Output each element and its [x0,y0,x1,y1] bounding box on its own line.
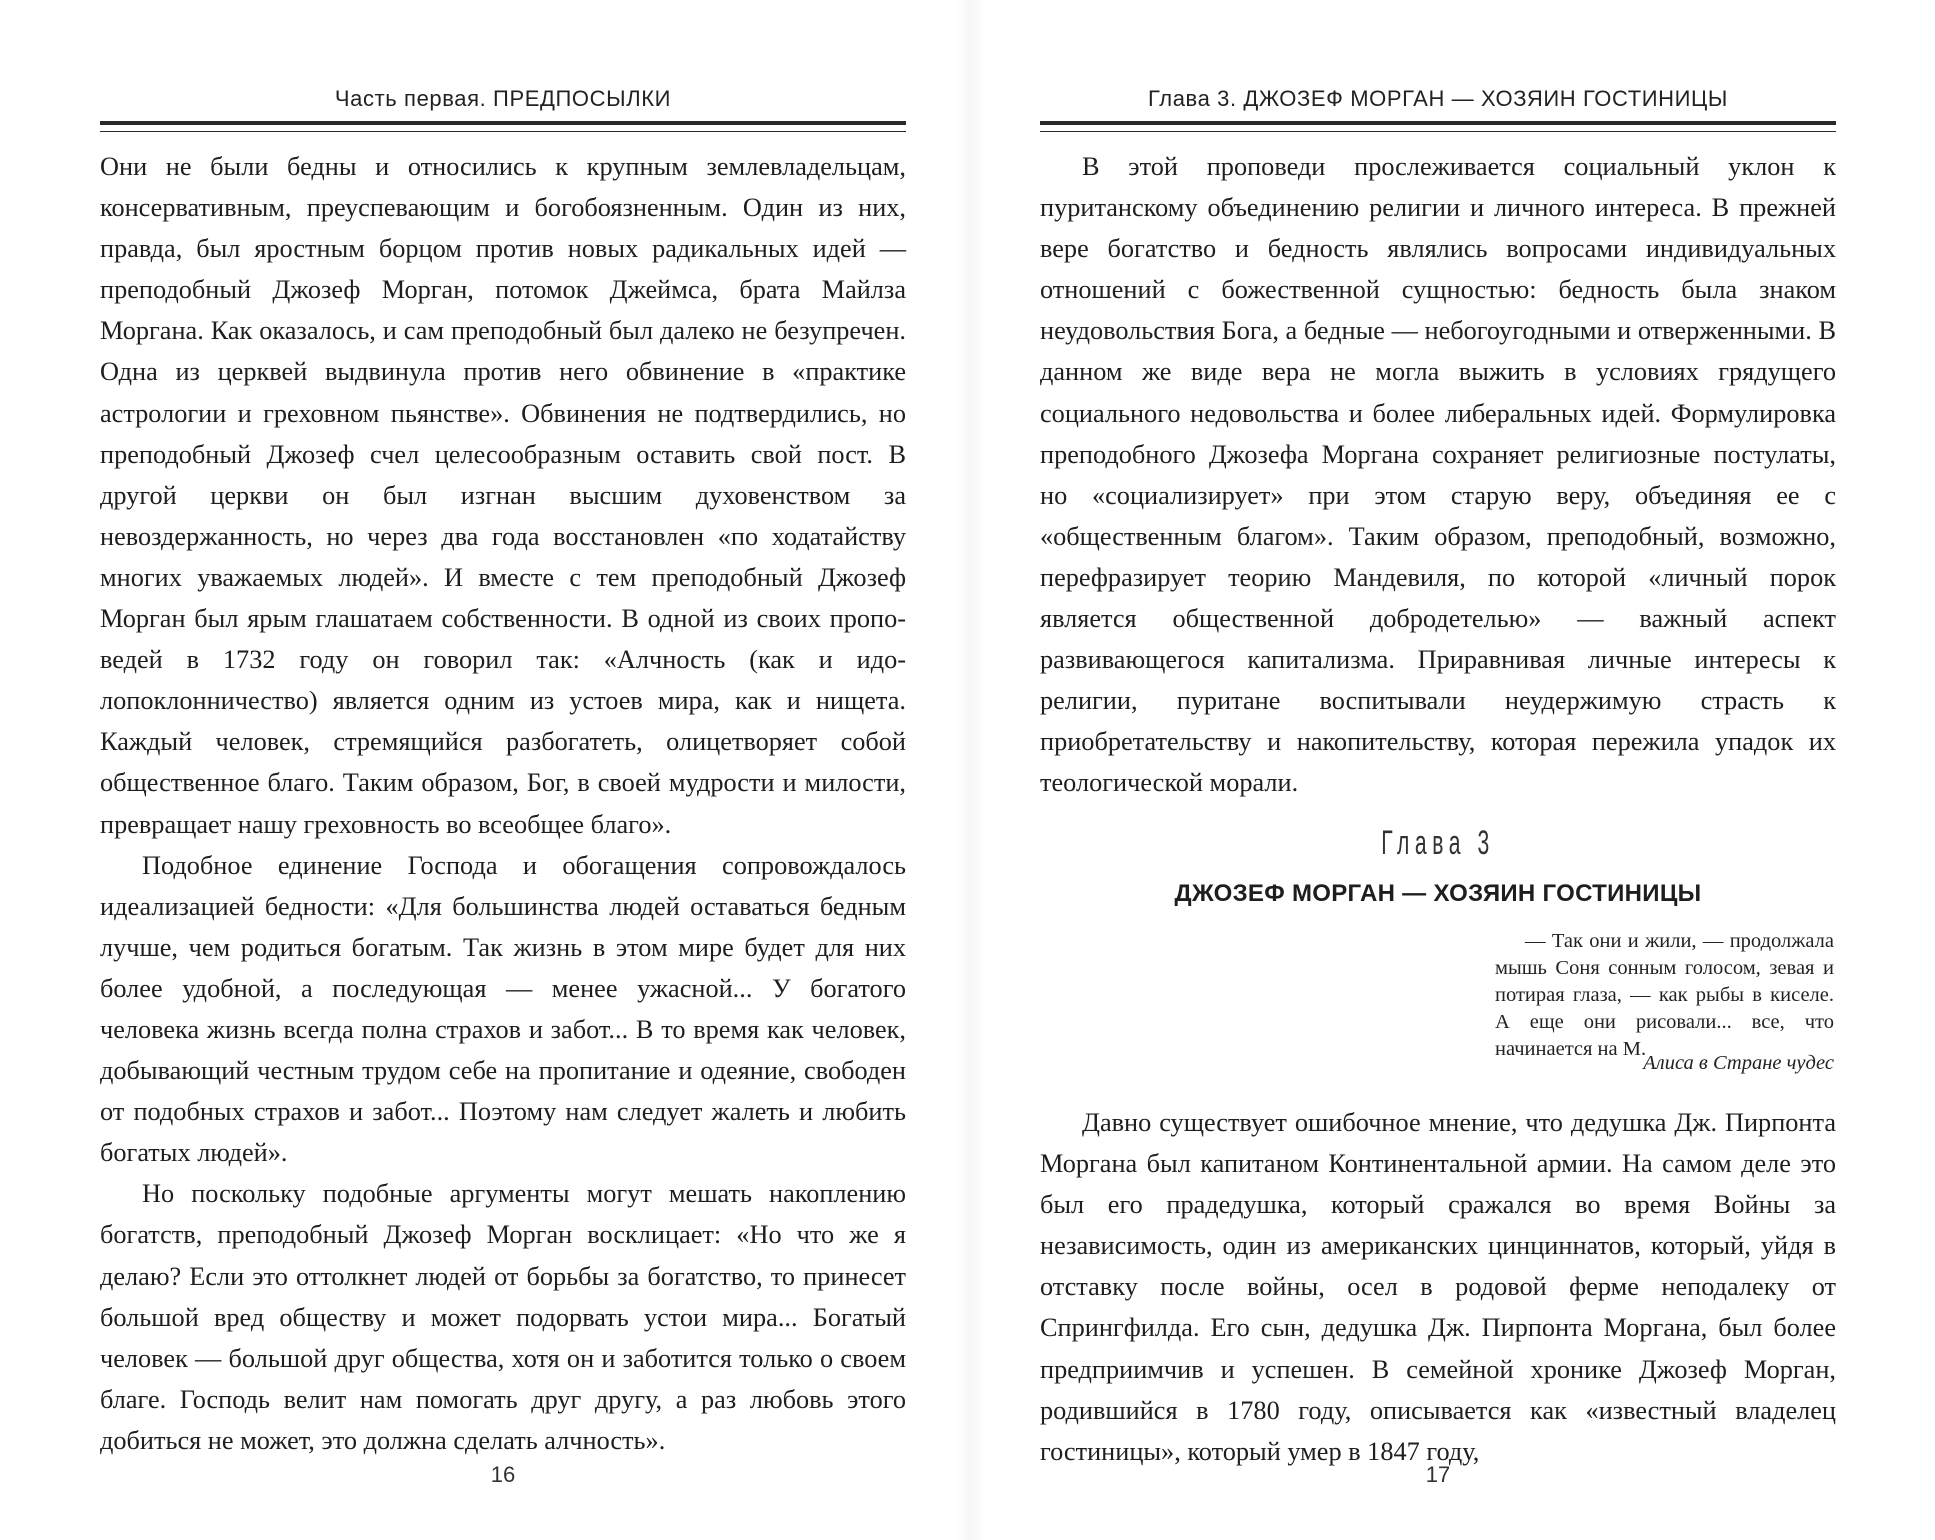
paragraph: В этой проповеди прослеживается социальный уклон к пуританскому объединению религии и личного интереса. В прежней вере богатство и бедность являлись вопросами индивидуальных отношений с божественной сущностью: бедность была знаком неудовольствия Бога, а бедные — небогоугодными и отверженными. В данном же виде вера не могла выжить в условиях грядущего социального недовольства и более либеральных идей. Формулировка преподобного Джозефа Моргана сохраняет религиозные постулаты, но «социализирует» при этом старую веру, объединяя ее с «общественным благом». Таким образом, преподобный, возможно, перефразирует теорию Мандевиля, по которой «личный порок является общественной добродетелью» — важный аспект развивающегося капитализма. Приравнивая личные интересы к религии, пуритане воспитывали неудержимую страсть к приобретательству и накопительству, которая пережила упадок их теологической морали. [1040,152,1836,798]
chapter-title: ДЖОЗЕФ МОРГАН — ХОЗЯИН ГОСТИНИЦЫ [1174,880,1702,907]
body-text [1040,146,1836,804]
header-rule [1040,121,1836,132]
left-page [100,0,906,1540]
paragraph: Давно существует ошибочное мнение, что дедушка Дж. Пирпонта Моргана был капитаном Континентальной армии. На самом деле это был его прадедушка, который сражался во время Войны за независимость, один из американских цинциннатов, который, уйдя в отставку после войны, осел в родовой ферме неподалеку от Спрингфилда. Его сын, дедушка Дж. Пирпонта Моргана, был более предприимчив и успешен. В семейной хронике Джозеф Морган, родившийся в 1780 году, описывается как «известный владелец гостиницы», который умер в 1847 году, [1040,1108,1836,1466]
page-number: 17 [1425,1462,1451,1487]
chapter-body [1040,1102,1836,1472]
epigraph [1495,928,1834,1063]
epigraph-source: Алиса в Стране чудес [1643,1052,1834,1074]
running-head: Глава 3. ДЖОЗЕФ МОРГАН — ХОЗЯИН ГОСТИНИЦЫ [1147,86,1729,111]
right-page [1040,0,1836,1540]
running-head: Часть первая. ПРЕДПОСЫЛКИ [334,86,672,111]
header-rule [100,121,906,132]
body-text [100,146,906,1461]
book-gutter [955,0,985,1540]
page-number: 16 [490,1462,516,1487]
paragraph: Но поскольку подобные аргументы могут мешать накоплению богатств, преподобный Джозеф Морган восклицает: «Но что же я делаю? Если это оттолкнет людей от борьбы за богатство, то принесет большой вред обществу и может подорвать устои мира... Богатый человек — большой друг общества, хотя он и заботится только о своем благе. Господь велит нам помогать друг другу, а раз любовь этого добиться не может, это должна сделать алчность». [100,1179,906,1455]
epigraph-text: — Так они и жили, — продолжала мышь Соня сонным голосом, зевая и потирая глаза, — как рыбы в киселе. А еще они рисовали... все, что начинается на М. [1495,930,1834,1060]
paragraph: Подобное единение Господа и обогащения сопровождалось идеализацией бедности: «Для большинства людей оставаться бедным лучше, чем родиться богатым. Так жизнь в этом мире будет для них более удобной, а последующая — менее ужасной... У богатого человека жизнь всегда полна страхов и забот... В то время как человек, добывающий честным трудом себе на пропитание и одеяние, свободен от подобных страхов и забот... Поэтому нам следует жалеть и любить богатых людей». [100,850,906,1168]
paragraph: Они не были бедны и относились к крупным землевладельцам, консервативным, преуспевающим и богобоязненным. Один из них, правда, был яростным борцом против новых радикальных идей — преподобный Джозеф Морган, потомок Джеймса, брата Майлза Моргана. Как оказалось, и сам преподобный был далеко не безупречен. Одна из церквей выдвинула против него обвинение в «практике астрологии и греховном пьянстве». Обвинения не подтвердились, но преподобный Джозеф счел целесообразным оставить свой пост. В другой церкви он был изгнан высшим духовенством за невоздержанность, но через два года восстановлен «по ходатайству многих уважаемых людей». И вместе с тем преподобный Джозеф Морган был ярым глашатаем собственности. В одной из своих проповедей в 1732 году он говорил так: «Алчность (как и идолопоклонничество) является одним из устоев мира, как и нищета. Каждый человек, стремящийся разбогатеть, олицетворяет собой общественное благо. Таким образом, Бог, в своей мудрости и милости, превращает нашу греховность во всеобщее благо». [100,152,906,839]
chapter-label: Глава 3 [1381,824,1495,862]
